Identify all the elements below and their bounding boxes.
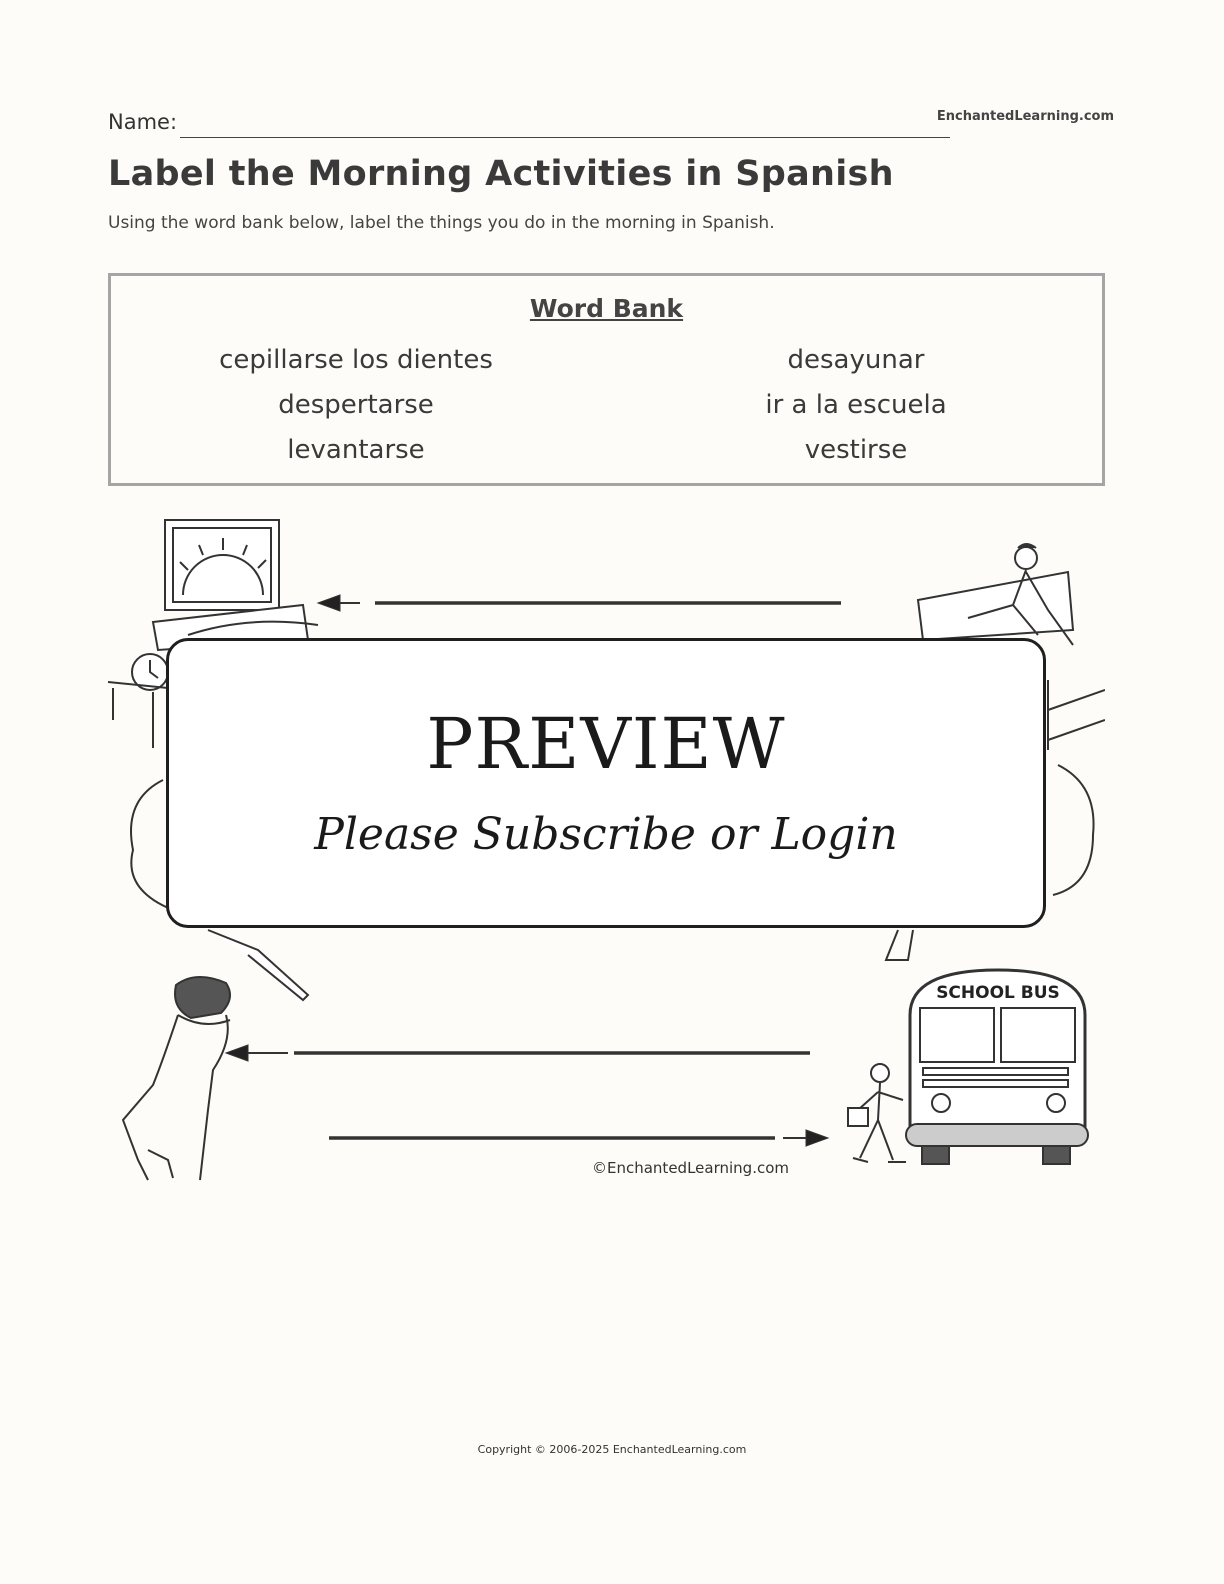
child-walking-icon bbox=[848, 1064, 906, 1162]
name-label: Name: bbox=[108, 110, 178, 134]
subscribe-login-link[interactable]: Please Subscribe or Login bbox=[314, 809, 898, 860]
label-arrow-line bbox=[226, 1045, 810, 1061]
word-bank-item: ir a la escuela bbox=[765, 390, 947, 420]
word-bank-item: cepillarse los dientes bbox=[219, 345, 493, 375]
label-arrow-line bbox=[329, 1130, 828, 1146]
word-bank bbox=[108, 273, 1105, 486]
word-bank-title: Word Bank bbox=[529, 294, 684, 323]
label-arrow-line bbox=[318, 595, 841, 611]
word-bank-left-column bbox=[156, 338, 556, 473]
word-bank-item: despertarse bbox=[278, 390, 434, 420]
illustration-copyright: ©EnchantedLearning.com bbox=[592, 1159, 789, 1177]
page-title: Label the Morning Activities in Spanish bbox=[108, 154, 894, 194]
word-bank-item: desayunar bbox=[787, 345, 925, 375]
preview-title: PREVIEW bbox=[426, 703, 786, 785]
site-logo-text: EnchantedLearning.com bbox=[936, 109, 1114, 124]
word-bank-item: vestirse bbox=[804, 435, 908, 465]
word-bank-right-column bbox=[656, 338, 1056, 473]
word-bank-item: levantarse bbox=[287, 435, 425, 465]
instructions: Using the word bank below, label the things you do in the morning in Spanish. bbox=[108, 213, 775, 233]
preview-overlay[interactable] bbox=[166, 638, 1046, 928]
alarm-clock-icon bbox=[108, 654, 168, 750]
name-field-line[interactable] bbox=[180, 137, 950, 138]
school-bus-sign: SCHOOL BUS bbox=[936, 983, 1060, 1003]
footer-copyright: Copyright © 2006-2025 EnchantedLearning.com bbox=[477, 1443, 747, 1456]
window-sun-icon bbox=[153, 520, 318, 650]
person-dressing-icon bbox=[123, 977, 230, 1180]
